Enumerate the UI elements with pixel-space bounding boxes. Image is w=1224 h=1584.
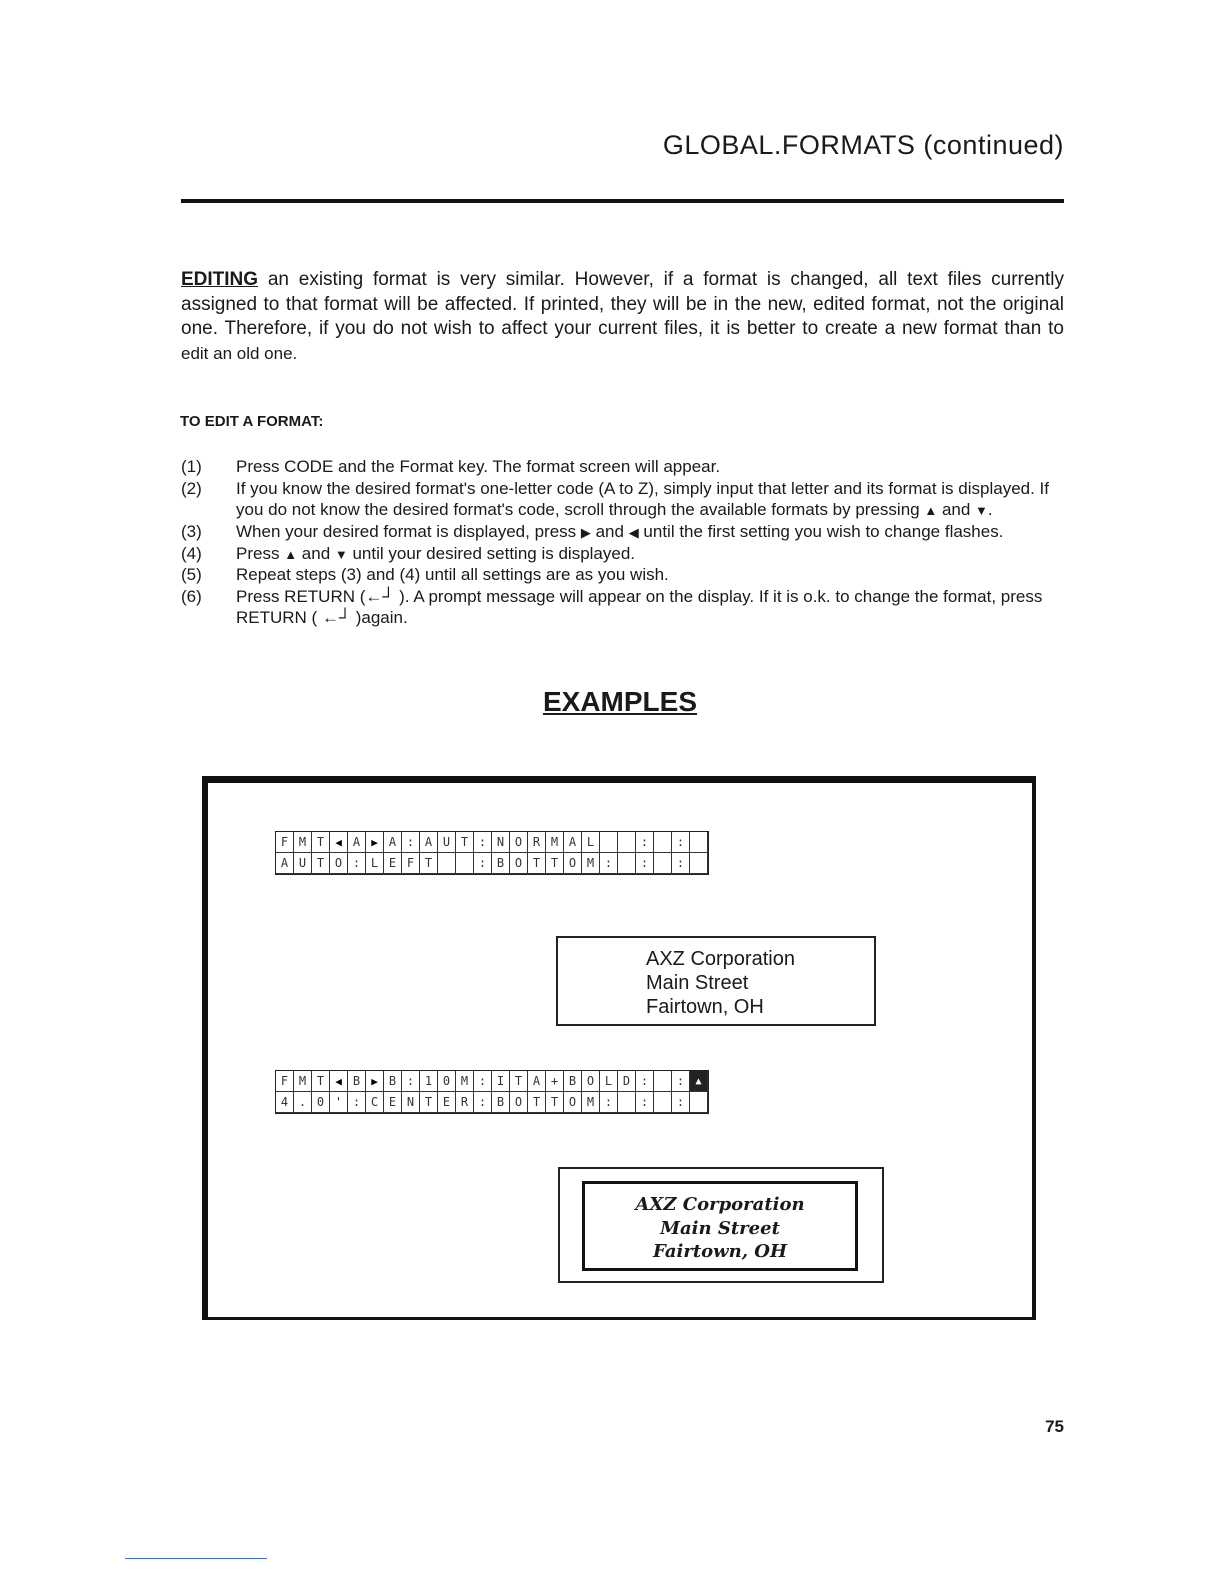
procedure-heading: TO EDIT A FORMAT: — [180, 413, 324, 430]
lcd-cell: T — [528, 853, 546, 874]
footer-line — [125, 1558, 267, 1559]
lcd-cell: O — [510, 1092, 528, 1113]
lcd-cell: : — [474, 1092, 492, 1113]
lcd-cell: T — [312, 853, 330, 874]
lcd-cell: B — [348, 1071, 366, 1092]
address-line: Fairtown, OH — [653, 1241, 787, 1262]
lcd-cell: T — [456, 832, 474, 853]
lcd-cell: A — [564, 832, 582, 853]
lcd-cell: L — [366, 853, 384, 874]
step-number: (3) — [181, 522, 202, 541]
lcd-cell: A — [348, 832, 366, 853]
lcd-cell: T — [546, 1092, 564, 1113]
address-sample-bold — [558, 1167, 884, 1283]
right-arrow-icon: ▶ — [580, 525, 591, 540]
lcd-cell: . — [294, 1092, 312, 1113]
lcd-cell — [690, 832, 708, 853]
lcd-cell — [438, 853, 456, 874]
lcd-cell — [618, 832, 636, 853]
lcd-cell: T — [312, 1071, 330, 1092]
lcd-cell: N — [402, 1092, 420, 1113]
up-arrow-icon: ▲ — [284, 547, 298, 562]
address-sample-plain — [556, 936, 876, 1026]
lcd-cell: : — [348, 1092, 366, 1113]
step-text: Press ▲ and ▼ until your desired setting is displayed. — [236, 544, 636, 563]
down-arrow-icon: ▼ — [975, 503, 988, 518]
lcd-cell: O — [510, 832, 528, 853]
lcd-cell: : — [636, 1092, 654, 1113]
lcd-cell: : — [474, 1071, 492, 1092]
lcd-cell: U — [294, 853, 312, 874]
examples-heading: EXAMPLES — [542, 686, 698, 717]
step-number: (1) — [181, 457, 202, 476]
lcd-cell: : — [672, 853, 690, 874]
lcd-cell — [456, 853, 474, 874]
format-display-normal — [275, 831, 709, 875]
lcd-cell: 0 — [438, 1071, 456, 1092]
lcd-cell: F — [276, 832, 294, 853]
lcd-cell: : — [402, 832, 420, 853]
lcd-cell: B — [492, 1092, 510, 1113]
lcd-cell: T — [510, 1071, 528, 1092]
lcd-cell: A — [276, 853, 294, 874]
lcd-cell: + — [546, 1071, 564, 1092]
step-text: If you know the desired format's one-letter code (A to Z), simply input that letter and its format is displayed. If you do not know the desired format's code, scroll through the available formats by pressing ▲ and ▼. — [236, 479, 1050, 519]
lcd-cell: M — [582, 853, 600, 874]
lcd-cell: : — [600, 1092, 618, 1113]
lcd-cell: M — [582, 1092, 600, 1113]
lcd-cell — [654, 1092, 672, 1113]
address-bold-box — [582, 1181, 858, 1271]
lcd-cell: L — [582, 832, 600, 853]
lcd-cell: T — [528, 1092, 546, 1113]
lcd-cell: O — [582, 1071, 600, 1092]
lcd-cell: O — [564, 1092, 582, 1113]
lcd-cell: C — [366, 1092, 384, 1113]
lcd-cell: : — [672, 1092, 690, 1113]
lcd-cell: 4 — [276, 1092, 294, 1113]
lcd-cell — [654, 1071, 672, 1092]
address-line: AXZ Corporation — [646, 948, 795, 970]
lcd-cell: E — [384, 853, 402, 874]
lcd-cell: : — [636, 1071, 654, 1092]
lcd-cell: E — [384, 1092, 402, 1113]
lcd-cell: I — [492, 1071, 510, 1092]
intro-tail: edit an old one. — [181, 343, 298, 363]
address-line: Fairtown, OH — [646, 996, 764, 1018]
lcd-cell: M — [294, 832, 312, 853]
lcd-cell: B — [384, 1071, 402, 1092]
step-number: (5) — [181, 565, 202, 584]
lcd-cell — [690, 1092, 708, 1113]
lcd-cell: M — [546, 832, 564, 853]
lcd-cell: T — [546, 853, 564, 874]
lcd-cell: O — [510, 853, 528, 874]
lcd-cell: D — [618, 1071, 636, 1092]
lcd-cell: E — [438, 1092, 456, 1113]
lcd-cell: ' — [330, 1092, 348, 1113]
header-divider — [181, 199, 1064, 203]
lcd-cell: : — [402, 1071, 420, 1092]
page-number: 75 — [1045, 1417, 1064, 1436]
intro-paragraph — [181, 268, 1064, 366]
lcd-cell: 0 — [312, 1092, 330, 1113]
lcd-cell — [690, 853, 708, 874]
left-arrow-icon: ◀ — [628, 525, 639, 540]
lcd-cell: R — [456, 1092, 474, 1113]
lcd-cell: ▶ — [366, 1071, 384, 1092]
lcd-cell: M — [456, 1071, 474, 1092]
lcd-cell: M — [294, 1071, 312, 1092]
lcd-cell: ◀ — [330, 832, 348, 853]
step-text: When your desired format is displayed, press ▶ and ◀ until the first setting you wish to change flashes. — [236, 522, 1004, 541]
lcd-cell: : — [672, 832, 690, 853]
lcd-cell: L — [600, 1071, 618, 1092]
lcd-cell — [654, 853, 672, 874]
lcd-cell — [654, 832, 672, 853]
lcd-cell: T — [420, 1092, 438, 1113]
lcd-cell — [618, 1092, 636, 1113]
intro-text: an existing format is very similar. However, if a format is changed, all text files currently assigned to that format will be affected. If printed, they will be in the new, edited format, not the original one. Therefore, if you do not wish to affect your current files, it is better to create a new format than to — [181, 269, 1064, 339]
format-display-bold — [275, 1070, 709, 1114]
step-text: Press CODE and the Format key. The format screen will appear. — [236, 457, 721, 476]
lcd-cell: T — [312, 832, 330, 853]
page-header-title: GLOBAL.FORMATS (continued) — [662, 130, 1064, 160]
lcd-cell: B — [492, 853, 510, 874]
lcd-cell — [600, 832, 618, 853]
lcd-cell: : — [636, 853, 654, 874]
lcd-cell: U — [438, 832, 456, 853]
lcd-cell: T — [420, 853, 438, 874]
lcd-cell: N — [492, 832, 510, 853]
lcd-cell: : — [348, 853, 366, 874]
step-text: Repeat steps (3) and (4) until all settings are as you wish. — [236, 565, 669, 584]
lcd-cell: ▶ — [366, 832, 384, 853]
step-text: Press RETURN (←┘ ). A prompt message will appear on the display. If it is o.k. to change the format, press RETURN ( ←┘ )again. — [236, 587, 1043, 627]
down-arrow-icon: ▼ — [334, 547, 348, 562]
lcd-cell: 1 — [420, 1071, 438, 1092]
lcd-cell: F — [402, 853, 420, 874]
step-number: (4) — [181, 544, 202, 563]
lcd-cell: : — [474, 832, 492, 853]
lcd-cell: O — [330, 853, 348, 874]
address-line: Main Street — [660, 1217, 780, 1239]
lcd-cell: O — [564, 853, 582, 874]
address-line: AXZ Corporation — [635, 1194, 805, 1215]
lcd-cell — [618, 853, 636, 874]
step-number: (2) — [181, 479, 202, 498]
lcd-cell: F — [276, 1071, 294, 1092]
lcd-cell: : — [474, 853, 492, 874]
intro-keyword: EDITING — [181, 269, 259, 290]
lcd-cell: B — [564, 1071, 582, 1092]
lcd-cell: A — [528, 1071, 546, 1092]
address-line: Main Street — [646, 972, 749, 994]
lcd-cell: : — [672, 1071, 690, 1092]
lcd-cell: A — [384, 832, 402, 853]
step-number: (6) — [181, 587, 202, 606]
lcd-cell: A — [420, 832, 438, 853]
lcd-cell: ◀ — [330, 1071, 348, 1092]
lcd-cell: : — [600, 853, 618, 874]
up-arrow-icon: ▲ — [924, 503, 938, 518]
lcd-cell: : — [636, 832, 654, 853]
lcd-cell: ▲ — [690, 1071, 708, 1092]
lcd-cell: R — [528, 832, 546, 853]
